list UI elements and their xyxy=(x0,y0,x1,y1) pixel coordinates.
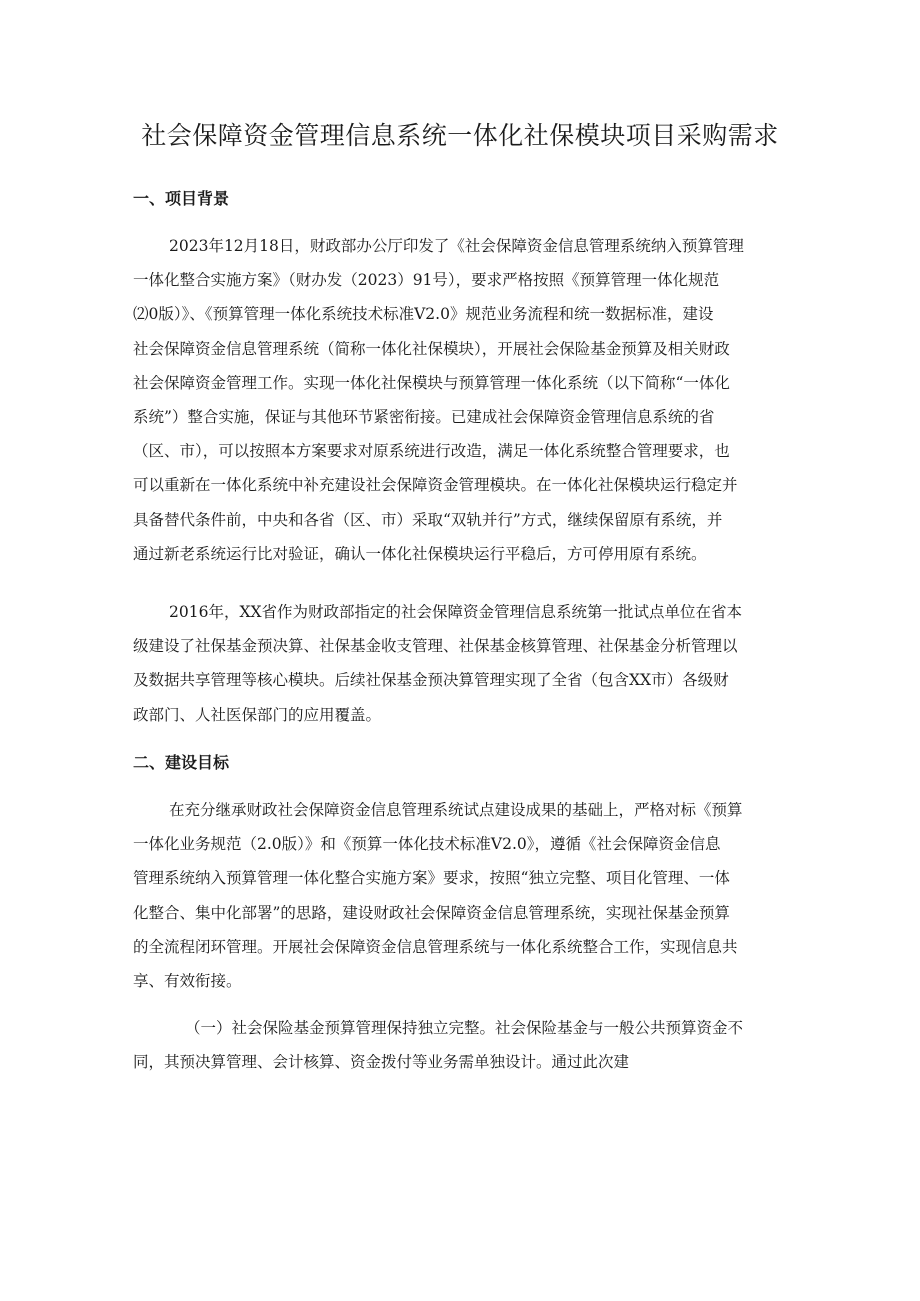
paragraph-line: 管理系统纳入预算管理一体化整合实施方案》要求，按照“独立完整、项目化管理、一体 xyxy=(133,869,730,888)
paragraph-line: 的全流程闭环管理。开展社会保障资金信息管理系统与一体化系统整合工作，实现信息共 xyxy=(133,937,738,956)
paragraph-line: 社会保障资金管理工作。实现一体化社保模块与预算管理一体化系统（以下简称“一体化 xyxy=(133,373,730,392)
paragraph-line: （一）社会保险基金预算管理保持独立完整。社会保险基金与一般公共预算资金不 xyxy=(185,1019,744,1037)
paragraph-line: 一体化整合实施方案》（财办发（2023）91号），要求严格按照《预算管理一体化规范 xyxy=(133,271,720,290)
paragraph-line: 系统”）整合实施，保证与其他环节紧密衔接。已建成社会保障资金管理信息系统的省 xyxy=(133,408,715,427)
paragraph-line: 可以重新在一体化系统中补充建设社会保障资金管理模块。在一体化社保模块运行稳定并 xyxy=(133,476,738,495)
paragraph-line: 享、有效衔接。 xyxy=(133,972,242,991)
paragraph-line: 化整合、集中化部署”的思路，建设财政社会保障资金信息管理系统，实现社保基金预算 xyxy=(133,903,730,922)
paragraph-line: 一体化业务规范（2.0版）》和《预算一体化技术标准V2.0》，遵循《社会保障资金信息 xyxy=(133,835,721,854)
paragraph-background-2 xyxy=(133,595,793,732)
paragraph-line: 及数据共享管理等核心模块。后续社保基金预决算管理实现了全省（包含XX市）各级财 xyxy=(133,671,729,690)
paragraph-line: 政部门、人社医保部门的应用覆盖。 xyxy=(133,705,382,724)
paragraph-line: 级建设了社保基金预决算、社保基金收支管理、社保基金核算管理、社保基金分析管理以 xyxy=(133,637,738,656)
paragraph-line: 2023年12月18日，财政部办公厅印发了《社会保障资金信息管理系统纳入预算管理 xyxy=(169,237,744,255)
paragraph-line: ⑵0版）》、《预算管理一体化系统技术标准V2.0》规范业务流程和统一数据标准，建设 xyxy=(133,305,714,324)
paragraph-background-1 xyxy=(133,229,793,571)
paragraph-line: 社会保障资金信息管理系统（简称一体化社保模块），开展社会保险基金预算及相关财政 xyxy=(133,339,730,358)
paragraph-line: （区、市），可以按照本方案要求对原系统进行改造，满足一体化系统整合管理要求，也 xyxy=(133,442,730,461)
section-heading-background: 一、项目背景 xyxy=(133,189,230,208)
section-heading-goals: 二、建设目标 xyxy=(133,753,230,772)
paragraph-line: 在充分继承财政社会保障资金信息管理系统试点建设成果的基础上，严格对标《预算 xyxy=(169,801,743,819)
paragraph-line: 通过新老系统运行比对验证，确认一体化社保模块运行平稳后，方可停用原有系统。 xyxy=(133,544,707,563)
paragraph-line: 具备替代条件前，中央和各省（区、市）采取“双轨并行”方式，继续保留原有系统，并 xyxy=(133,510,723,529)
paragraph-line: 同，其预决算管理、会计核算、资金拨付等业务需单独设计。通过此次建 xyxy=(133,1053,630,1072)
document-title: 社会保障资金管理信息系统一体化社保模块项目采购需求 xyxy=(141,121,779,150)
paragraph-goals-2 xyxy=(133,1011,793,1079)
paragraph-line: 2016年，XX省作为财政部指定的社会保障资金管理信息系统第一批试点单位在省本 xyxy=(169,603,743,621)
paragraph-goals-1 xyxy=(133,793,793,998)
